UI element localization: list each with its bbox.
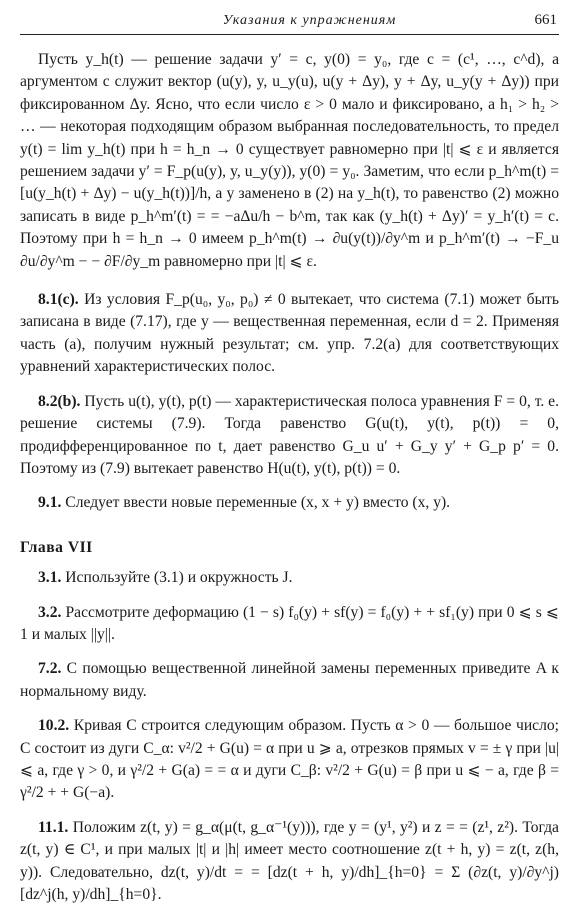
exercise-9-1 bbox=[20, 492, 559, 514]
paragraph-intro bbox=[20, 49, 559, 273]
exercise-8-2b bbox=[20, 391, 559, 481]
exercise-text: Кривая C строится следующим образом. Пусть α > 0 — большое число; C состоит из дуги C_α: v²/2 + G(u) = α при u ⩾ a, отрезков прямых v = ± γ при |u| ⩽ a, где γ > 0, и γ²/2 + G(a) = = α и дуги C_β: v²/2 + G(u) = β при u ⩽ − a, где β = γ²/2 + + G(−a). bbox=[20, 717, 559, 802]
exercise-8-1c bbox=[20, 289, 559, 379]
paragraph-intro-text: Пусть y_h(t) — решение задачи y′ = c, y(0) = y₀, где c = (c¹, …, c^d), а аргументом c служит вектор (u(y), y, u_y(u), u(y + Δy), y + Δy, u_y(y + Δy)) при фиксированном Δy. Ясно, что если число ε > 0 мало и фиксировано, а h₁ > h₂ > … — некоторая подходящим образом выбранная последовательность, то предел y(t) = lim y_h(t) при h = h_n → 0 существует равномерно при |t| ⩽ ε и является решением задачи y′ = F_p(u(y), y, u_y(y)), y(0) = y₀. Заметим, что если p_h^m(t) = [u(y_h(t) + Δy) − u(y_h(t))]/h, а y заменено в (2) на y_h(t), то равенство (2) можно записать в виде p_h^m′(t) = = −aΔu/h − b^m, так как (y_h(t) + Δy)′ = y_h′(t) = c. Поэтому при h = h_n → 0 имеем p_h^m(t) → ∂u(y(t))/∂y^m и p_h^m′(t) → −F_u ∂u/∂y^m − − ∂F/∂y_m равномерно при |t| ⩽ ε. bbox=[20, 51, 559, 270]
exercise-label: 3.1. bbox=[38, 569, 62, 587]
exercise-7-2 bbox=[20, 658, 559, 703]
page-number: 661 bbox=[534, 12, 557, 28]
exercise-label: 3.2. bbox=[38, 603, 62, 621]
exercise-label: 10.2. bbox=[38, 717, 70, 735]
exercise-text: Положим z(t, y) = g_α(μ(t, g_α⁻¹(y))), где y = (y¹, y²) и z = = (z¹, z²). Тогда z(t, y) ∈ C¹, и при малых |t| и |h| имеет место соотношение z(t + h, y) = z(t, z(h, y)). Следовательно, dz(t, y)/dt = = [dz(t + h, y)/dh]_{h=0} = Σ (∂z(t, y)/∂y^j) [dz^j(h, y)/dh]_{h=0}. bbox=[20, 818, 559, 903]
exercise-label: 11.1. bbox=[38, 818, 69, 836]
page-content bbox=[20, 49, 559, 906]
exercise-label: 7.2. bbox=[38, 660, 62, 678]
exercise-text: С помощью вещественной линейной замены переменных приведите A к нормальному виду. bbox=[20, 660, 559, 700]
exercise-10-2 bbox=[20, 715, 559, 805]
exercise-label: 8.1(c). bbox=[38, 291, 79, 309]
exercise-text: Используйте (3.1) и окружность J. bbox=[65, 569, 293, 587]
running-head bbox=[20, 8, 559, 35]
running-head-title: Указания к упражнениям bbox=[222, 13, 397, 28]
exercise-text: Следует ввести новые переменные (x, x + y) вместо (x, y). bbox=[65, 494, 451, 512]
exercise-3-1 bbox=[20, 567, 559, 589]
exercise-3-2 bbox=[20, 602, 559, 647]
exercise-text: Из условия F_p(u₀, y₀, p₀) ≠ 0 вытекает, что система (7.1) может быть записана в виде (7.17), где y — вещественная переменная, если d = 2. Применяя часть (a), получим нужный результат; см. упр. 7.2(a) для соответствующих уравнений характеристических полос. bbox=[20, 291, 559, 376]
chapter-heading: Глава VII bbox=[20, 538, 93, 556]
exercise-label: 9.1. bbox=[38, 494, 62, 512]
exercise-text: Пусть u(t), y(t), p(t) — характеристическая полоса уравнения F = 0, т. е. решение системы (7.9). Тогда равенство G(u(t), y(t), p(t)) = 0, продифференцированное по t, дает равенство G_u u′ + G_y y′ + G_p p′ = 0. Поэтому из (7.9) вытекает равенство H(u(t), y(t), p(t)) = 0. bbox=[20, 392, 559, 477]
exercise-text: Рассмотрите деформацию (1 − s) f₀(y) + sf(y) = f₀(y) + + sf₁(y) при 0 ⩽ s ⩽ 1 и малых ||y||. bbox=[20, 603, 559, 643]
exercise-11-1 bbox=[20, 817, 559, 906]
exercise-label: 8.2(b). bbox=[38, 392, 81, 410]
